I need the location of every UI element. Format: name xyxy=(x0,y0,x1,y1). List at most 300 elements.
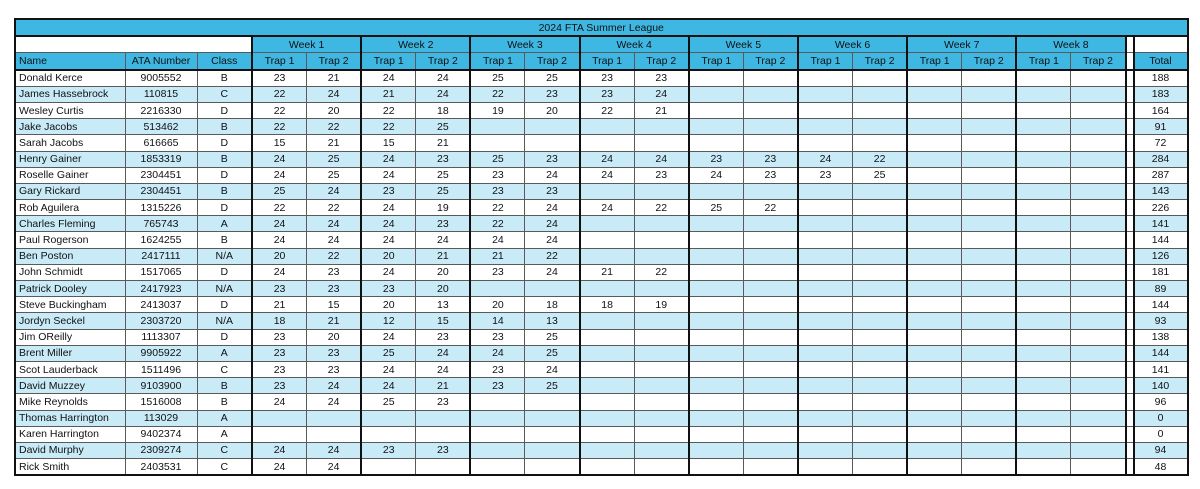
score-cell xyxy=(1071,135,1126,151)
score-cell: 24 xyxy=(416,70,471,87)
class-value: C xyxy=(197,442,252,458)
score-cell xyxy=(1016,329,1071,345)
class-value: B xyxy=(197,394,252,410)
score-cell xyxy=(1071,426,1126,442)
score-cell xyxy=(1071,281,1126,297)
table-row xyxy=(15,248,1188,264)
class-value: D xyxy=(197,200,252,216)
score-cell xyxy=(1071,442,1126,458)
score-cell xyxy=(1071,183,1126,199)
score-cell xyxy=(853,70,908,87)
score-cell xyxy=(798,216,853,232)
shooter-name: Gary Rickard xyxy=(15,183,125,199)
week-header-8: Week 8 xyxy=(1016,36,1125,53)
header-trap-2: Trap 2 xyxy=(634,53,689,70)
score-cell: 23 xyxy=(470,329,525,345)
shooter-name: John Schmidt xyxy=(15,264,125,280)
header-trap-1: Trap 1 xyxy=(361,53,416,70)
score-cell: 24 xyxy=(416,345,471,361)
score-cell xyxy=(525,394,580,410)
shooter-name: Charles Fleming xyxy=(15,216,125,232)
week-row-blank-right xyxy=(1134,36,1188,53)
score-cell: 23 xyxy=(470,264,525,280)
score-cell xyxy=(361,426,416,442)
score-cell: 24 xyxy=(361,361,416,377)
score-cell: 13 xyxy=(525,313,580,329)
score-cell: 24 xyxy=(361,70,416,87)
score-cell xyxy=(689,70,744,87)
score-cell xyxy=(798,297,853,313)
score-cell xyxy=(743,345,798,361)
shooter-name: James Hassebrock xyxy=(15,86,125,102)
score-cell xyxy=(1071,119,1126,135)
score-cell: 20 xyxy=(307,102,362,118)
score-cell: 23 xyxy=(416,394,471,410)
shooter-name: Henry Gainer xyxy=(15,151,125,167)
score-cell xyxy=(853,102,908,118)
score-cell xyxy=(689,313,744,329)
class-value: B xyxy=(197,151,252,167)
score-cell xyxy=(416,410,471,426)
score-cell: 25 xyxy=(252,183,307,199)
score-cell xyxy=(634,232,689,248)
score-cell: 20 xyxy=(252,248,307,264)
header-total: Total xyxy=(1134,53,1188,70)
shooter-name: Jordyn Seckel xyxy=(15,313,125,329)
score-cell xyxy=(962,378,1017,394)
score-cell xyxy=(962,394,1017,410)
score-cell: 20 xyxy=(361,297,416,313)
ata-number: 2413037 xyxy=(125,297,197,313)
score-cell xyxy=(1071,459,1126,476)
score-cell xyxy=(689,459,744,476)
score-cell: 24 xyxy=(252,151,307,167)
shooter-name: Steve Buckingham xyxy=(15,297,125,313)
score-cell xyxy=(1016,151,1071,167)
shooter-name: Roselle Gainer xyxy=(15,167,125,183)
header-trap-2: Trap 2 xyxy=(307,53,362,70)
score-cell xyxy=(689,297,744,313)
score-cell xyxy=(1016,281,1071,297)
score-cell xyxy=(580,361,635,377)
score-cell: 24 xyxy=(416,361,471,377)
row-spacer xyxy=(1126,86,1134,102)
class-value: N/A xyxy=(197,248,252,264)
total-value: 183 xyxy=(1134,86,1188,102)
score-cell xyxy=(907,200,962,216)
score-cell: 22 xyxy=(307,200,362,216)
class-value: B xyxy=(197,378,252,394)
score-cell: 24 xyxy=(307,183,362,199)
score-cell xyxy=(689,248,744,264)
score-cell: 24 xyxy=(580,151,635,167)
week-header-1: Week 1 xyxy=(252,36,361,53)
score-cell xyxy=(470,426,525,442)
row-spacer xyxy=(1126,151,1134,167)
ata-number: 1517065 xyxy=(125,264,197,280)
total-value: 181 xyxy=(1134,264,1188,280)
ata-number: 9905922 xyxy=(125,345,197,361)
table-row xyxy=(15,200,1188,216)
row-spacer xyxy=(1126,183,1134,199)
score-cell: 25 xyxy=(416,119,471,135)
score-cell xyxy=(798,313,853,329)
score-cell: 22 xyxy=(853,151,908,167)
score-cell xyxy=(962,86,1017,102)
score-cell: 22 xyxy=(252,119,307,135)
score-cell xyxy=(743,248,798,264)
score-cell xyxy=(962,345,1017,361)
score-cell: 21 xyxy=(307,135,362,151)
ata-number: 2216330 xyxy=(125,102,197,118)
class-value: N/A xyxy=(197,281,252,297)
score-cell xyxy=(580,345,635,361)
score-cell xyxy=(907,232,962,248)
class-value: D xyxy=(197,167,252,183)
table-row xyxy=(15,232,1188,248)
score-cell: 24 xyxy=(416,86,471,102)
score-cell xyxy=(252,426,307,442)
ata-number: 513462 xyxy=(125,119,197,135)
score-cell: 22 xyxy=(580,102,635,118)
score-cell: 21 xyxy=(416,248,471,264)
table-row xyxy=(15,264,1188,280)
score-cell: 23 xyxy=(252,70,307,87)
score-cell xyxy=(525,135,580,151)
score-cell: 23 xyxy=(361,183,416,199)
shooter-name: Thomas Harrington xyxy=(15,410,125,426)
score-cell xyxy=(743,329,798,345)
score-cell xyxy=(853,426,908,442)
score-cell: 24 xyxy=(416,232,471,248)
class-value: C xyxy=(197,361,252,377)
shooter-name: Donald Kerce xyxy=(15,70,125,87)
class-value: D xyxy=(197,135,252,151)
score-cell xyxy=(525,410,580,426)
score-cell xyxy=(1016,394,1071,410)
score-cell: 21 xyxy=(252,297,307,313)
score-cell: 23 xyxy=(798,167,853,183)
row-spacer xyxy=(1126,167,1134,183)
score-cell xyxy=(634,426,689,442)
score-cell: 23 xyxy=(634,167,689,183)
score-cell xyxy=(907,248,962,264)
ata-number: 616665 xyxy=(125,135,197,151)
score-cell xyxy=(634,216,689,232)
score-cell: 23 xyxy=(525,86,580,102)
score-cell xyxy=(907,410,962,426)
score-cell: 24 xyxy=(580,167,635,183)
score-cell xyxy=(798,426,853,442)
score-cell xyxy=(1016,86,1071,102)
total-value: 226 xyxy=(1134,200,1188,216)
header-trap-2: Trap 2 xyxy=(743,53,798,70)
score-cell xyxy=(743,378,798,394)
score-cell xyxy=(743,281,798,297)
score-cell xyxy=(962,297,1017,313)
score-cell xyxy=(689,329,744,345)
score-cell xyxy=(634,183,689,199)
score-cell xyxy=(853,394,908,410)
week-header-6: Week 6 xyxy=(798,36,907,53)
score-cell: 24 xyxy=(307,394,362,410)
row-spacer xyxy=(1126,313,1134,329)
score-cell: 25 xyxy=(361,394,416,410)
score-cell xyxy=(1016,459,1071,476)
score-cell xyxy=(798,119,853,135)
score-cell xyxy=(1016,410,1071,426)
total-value: 164 xyxy=(1134,102,1188,118)
score-cell xyxy=(689,264,744,280)
score-cell: 24 xyxy=(525,232,580,248)
score-cell: 24 xyxy=(307,232,362,248)
score-cell: 25 xyxy=(853,167,908,183)
score-cell: 22 xyxy=(470,216,525,232)
table-row xyxy=(15,329,1188,345)
score-cell xyxy=(798,281,853,297)
total-value: 0 xyxy=(1134,426,1188,442)
score-cell xyxy=(689,183,744,199)
score-cell xyxy=(907,442,962,458)
score-cell xyxy=(907,216,962,232)
league-scores-table xyxy=(14,18,1189,476)
score-cell xyxy=(1016,426,1071,442)
score-cell xyxy=(743,70,798,87)
score-cell: 24 xyxy=(525,264,580,280)
row-spacer xyxy=(1126,378,1134,394)
score-cell: 23 xyxy=(525,183,580,199)
score-cell xyxy=(853,378,908,394)
ata-number: 2417923 xyxy=(125,281,197,297)
score-cell xyxy=(907,394,962,410)
title-row xyxy=(15,19,1188,36)
score-cell xyxy=(853,232,908,248)
table-row xyxy=(15,410,1188,426)
shooter-name: David Murphy xyxy=(15,442,125,458)
total-value: 93 xyxy=(1134,313,1188,329)
score-cell xyxy=(634,459,689,476)
score-cell: 22 xyxy=(525,248,580,264)
score-cell xyxy=(525,426,580,442)
header-trap-1: Trap 1 xyxy=(689,53,744,70)
score-cell xyxy=(743,459,798,476)
class-value: D xyxy=(197,329,252,345)
score-cell xyxy=(470,135,525,151)
score-cell xyxy=(1071,378,1126,394)
score-cell xyxy=(634,248,689,264)
score-cell xyxy=(907,361,962,377)
ata-number: 1516008 xyxy=(125,394,197,410)
score-cell: 24 xyxy=(307,378,362,394)
score-cell xyxy=(962,151,1017,167)
score-cell xyxy=(1071,313,1126,329)
row-spacer xyxy=(1126,426,1134,442)
score-cell: 23 xyxy=(470,378,525,394)
score-cell xyxy=(1016,119,1071,135)
score-cell xyxy=(689,281,744,297)
score-cell xyxy=(361,410,416,426)
score-cell: 22 xyxy=(634,200,689,216)
score-cell xyxy=(470,394,525,410)
score-cell xyxy=(634,329,689,345)
score-cell xyxy=(1016,70,1071,87)
score-cell xyxy=(1016,297,1071,313)
class-value: A xyxy=(197,345,252,361)
score-cell xyxy=(743,232,798,248)
header-trap-2: Trap 2 xyxy=(853,53,908,70)
score-cell xyxy=(361,459,416,476)
score-cell xyxy=(689,86,744,102)
score-cell xyxy=(470,119,525,135)
score-cell: 23 xyxy=(580,70,635,87)
ata-number: 2304451 xyxy=(125,183,197,199)
score-cell xyxy=(962,459,1017,476)
score-cell xyxy=(798,248,853,264)
total-value: 143 xyxy=(1134,183,1188,199)
score-cell: 24 xyxy=(525,200,580,216)
score-cell xyxy=(962,361,1017,377)
score-cell xyxy=(853,297,908,313)
score-cell: 24 xyxy=(470,232,525,248)
header-trap-1: Trap 1 xyxy=(580,53,635,70)
ata-number: 110815 xyxy=(125,86,197,102)
score-cell xyxy=(634,410,689,426)
score-cell xyxy=(798,329,853,345)
score-cell: 24 xyxy=(798,151,853,167)
score-cell xyxy=(1071,329,1126,345)
score-cell xyxy=(580,119,635,135)
score-cell xyxy=(580,248,635,264)
score-cell: 15 xyxy=(416,313,471,329)
score-cell: 23 xyxy=(743,151,798,167)
score-cell: 23 xyxy=(416,442,471,458)
week-header-2: Week 2 xyxy=(361,36,470,53)
score-cell: 23 xyxy=(689,151,744,167)
class-value: A xyxy=(197,426,252,442)
score-cell: 22 xyxy=(252,102,307,118)
total-value: 0 xyxy=(1134,410,1188,426)
score-cell xyxy=(634,442,689,458)
header-trap-1: Trap 1 xyxy=(470,53,525,70)
score-cell xyxy=(580,394,635,410)
score-cell xyxy=(1016,216,1071,232)
score-cell xyxy=(962,232,1017,248)
score-cell xyxy=(525,119,580,135)
score-cell xyxy=(853,183,908,199)
score-cell: 22 xyxy=(252,200,307,216)
row-spacer xyxy=(1126,102,1134,118)
score-cell: 23 xyxy=(416,216,471,232)
score-cell: 24 xyxy=(361,151,416,167)
score-cell xyxy=(1016,313,1071,329)
score-cell: 22 xyxy=(361,102,416,118)
score-cell: 24 xyxy=(689,167,744,183)
score-cell: 21 xyxy=(361,86,416,102)
ata-number: 765743 xyxy=(125,216,197,232)
score-cell: 24 xyxy=(634,86,689,102)
score-cell xyxy=(689,410,744,426)
score-cell xyxy=(743,102,798,118)
score-cell xyxy=(580,135,635,151)
score-cell xyxy=(962,200,1017,216)
score-cell xyxy=(907,86,962,102)
class-value: B xyxy=(197,232,252,248)
score-cell xyxy=(634,281,689,297)
score-cell xyxy=(1016,232,1071,248)
score-cell xyxy=(743,216,798,232)
score-cell xyxy=(798,378,853,394)
class-value: A xyxy=(197,216,252,232)
score-cell xyxy=(1071,264,1126,280)
total-value: 96 xyxy=(1134,394,1188,410)
score-cell: 19 xyxy=(634,297,689,313)
total-value: 141 xyxy=(1134,216,1188,232)
score-cell: 23 xyxy=(252,345,307,361)
score-cell xyxy=(1071,345,1126,361)
score-cell xyxy=(962,216,1017,232)
table-row xyxy=(15,361,1188,377)
score-cell xyxy=(743,361,798,377)
score-cell: 20 xyxy=(307,329,362,345)
ata-number: 1624255 xyxy=(125,232,197,248)
score-cell xyxy=(962,183,1017,199)
score-cell xyxy=(1016,345,1071,361)
ata-number: 1315226 xyxy=(125,200,197,216)
score-cell: 23 xyxy=(470,361,525,377)
score-cell: 21 xyxy=(580,264,635,280)
score-cell: 24 xyxy=(252,442,307,458)
score-cell: 25 xyxy=(525,345,580,361)
class-value: N/A xyxy=(197,313,252,329)
score-cell xyxy=(907,102,962,118)
class-value: D xyxy=(197,297,252,313)
score-cell xyxy=(1016,248,1071,264)
class-value: B xyxy=(197,70,252,87)
score-cell: 22 xyxy=(743,200,798,216)
score-cell xyxy=(470,459,525,476)
shooter-name: Brent Miller xyxy=(15,345,125,361)
header-spacer xyxy=(1126,53,1134,70)
score-cell: 22 xyxy=(470,86,525,102)
row-spacer xyxy=(1126,216,1134,232)
score-cell xyxy=(307,426,362,442)
score-cell: 21 xyxy=(307,70,362,87)
header-trap-2: Trap 2 xyxy=(525,53,580,70)
score-cell xyxy=(580,410,635,426)
score-cell xyxy=(1071,167,1126,183)
score-cell: 25 xyxy=(416,167,471,183)
score-cell: 23 xyxy=(525,151,580,167)
score-cell: 23 xyxy=(470,183,525,199)
score-cell: 13 xyxy=(416,297,471,313)
score-cell xyxy=(580,232,635,248)
shooter-name: Jake Jacobs xyxy=(15,119,125,135)
score-cell: 23 xyxy=(252,378,307,394)
score-cell: 24 xyxy=(361,329,416,345)
score-cell xyxy=(1071,86,1126,102)
score-cell: 23 xyxy=(307,361,362,377)
score-cell: 22 xyxy=(634,264,689,280)
score-cell xyxy=(634,345,689,361)
score-cell: 24 xyxy=(307,216,362,232)
score-cell xyxy=(252,410,307,426)
score-cell: 21 xyxy=(470,248,525,264)
score-cell xyxy=(689,394,744,410)
score-cell xyxy=(853,200,908,216)
score-cell xyxy=(580,442,635,458)
score-cell xyxy=(1071,216,1126,232)
score-cell xyxy=(962,281,1017,297)
